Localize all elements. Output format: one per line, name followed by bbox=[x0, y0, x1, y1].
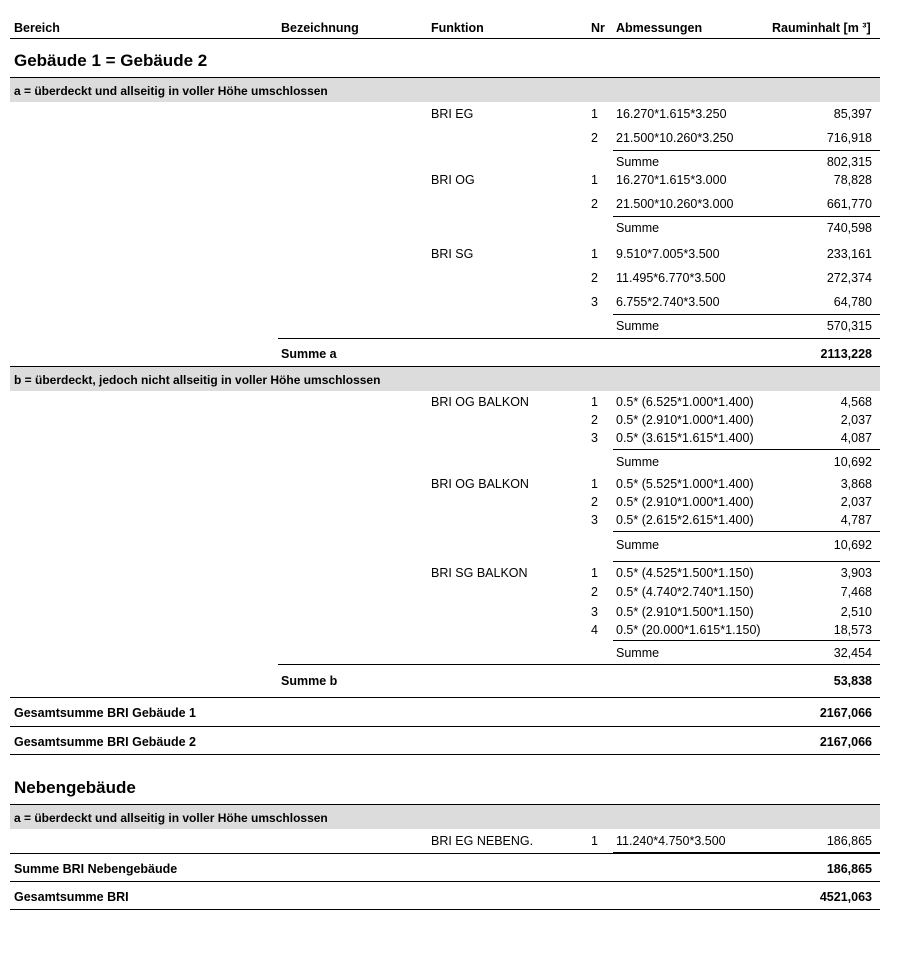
section-title-nebengebaeude: Nebengebäude bbox=[14, 778, 136, 797]
row-abmessungen: Summe bbox=[616, 538, 660, 552]
row-abmessungen: 0.5* (5.525*1.000*1.400) bbox=[616, 477, 754, 491]
category-band-a bbox=[10, 77, 880, 102]
header-divider bbox=[10, 38, 880, 39]
row-abmessungen: 11.240*4.750*3.500 bbox=[616, 834, 726, 848]
row-rauminhalt: 10,692 bbox=[833, 455, 872, 469]
row-rauminhalt: 2,510 bbox=[840, 605, 872, 619]
summe-a-value: 2113,228 bbox=[820, 347, 872, 361]
column-header-abmessungen: Abmessungen bbox=[616, 21, 703, 35]
row-abmessungen: 11.495*6.770*3.500 bbox=[616, 271, 726, 285]
row-funktion: BRI SG BALKON bbox=[431, 566, 528, 580]
row-rauminhalt: 661,770 bbox=[826, 197, 872, 211]
row-funktion: BRI OG BALKON bbox=[431, 395, 529, 409]
row-funktion: BRI EG NEBENG. bbox=[431, 834, 534, 848]
gesamt-line bbox=[10, 881, 880, 882]
row-abmessungen: Summe bbox=[616, 646, 660, 660]
gesamt-line bbox=[10, 754, 880, 755]
column-header-nr: Nr bbox=[591, 21, 605, 35]
row-rauminhalt: 78,828 bbox=[833, 173, 872, 187]
summe-line bbox=[613, 531, 880, 532]
column-header-rauminhalt: Rauminhalt [m ³] bbox=[772, 21, 871, 35]
summe-line bbox=[613, 561, 880, 562]
row-rauminhalt: 2,037 bbox=[840, 495, 872, 509]
row-funktion: BRI OG BALKON bbox=[431, 477, 529, 491]
row-abmessungen: Summe bbox=[616, 319, 660, 333]
row-abmessungen: 0.5* (2.910*1.500*1.150) bbox=[616, 605, 754, 619]
row-nr: 3 bbox=[591, 513, 598, 527]
summe-line bbox=[613, 150, 880, 151]
category-band-label: a = überdeckt und allseitig in voller Höhe umschlossen bbox=[14, 811, 328, 825]
row-nr: 3 bbox=[591, 431, 598, 445]
row-abmessungen: 0.5* (2.615*2.615*1.400) bbox=[616, 513, 754, 527]
row-abmessungen: Summe bbox=[616, 221, 660, 235]
summe-a-line bbox=[278, 338, 880, 339]
row-abmessungen: 6.755*2.740*3.500 bbox=[616, 295, 720, 309]
row-nr: 2 bbox=[591, 131, 598, 145]
summe-line bbox=[613, 640, 880, 641]
row-nr: 1 bbox=[591, 834, 598, 848]
row-rauminhalt: 10,692 bbox=[833, 538, 872, 552]
row-abmessungen: 9.510*7.005*3.500 bbox=[616, 247, 720, 261]
gesamt-line bbox=[10, 726, 880, 727]
row-nr: 2 bbox=[591, 495, 598, 509]
column-header-bezeichnung: Bezeichnung bbox=[281, 21, 359, 35]
row-abmessungen: 0.5* (4.525*1.500*1.150) bbox=[616, 566, 754, 580]
section-title-gebaeude: Gebäude 1 = Gebäude 2 bbox=[14, 51, 208, 70]
category-band-label: a = überdeckt und allseitig in voller Höhe umschlossen bbox=[14, 84, 328, 98]
row-funktion: BRI OG bbox=[431, 173, 475, 187]
row-abmessungen: Summe bbox=[616, 455, 660, 469]
row-rauminhalt: 186,865 bbox=[826, 834, 872, 848]
row-rauminhalt: 4,568 bbox=[840, 395, 872, 409]
row-rauminhalt: 3,868 bbox=[840, 477, 872, 491]
row-abmessungen: 0.5* (3.615*1.615*1.400) bbox=[616, 431, 754, 445]
category-band-b bbox=[10, 366, 880, 391]
row-nr: 1 bbox=[591, 247, 598, 261]
row-abmessungen: 0.5* (2.910*1.000*1.400) bbox=[616, 495, 754, 509]
row-abmessungen: 0.5* (2.910*1.000*1.400) bbox=[616, 413, 754, 427]
summe-b-line bbox=[278, 664, 880, 665]
summe-a-label: Summe a bbox=[281, 347, 337, 361]
row-nr: 1 bbox=[591, 395, 598, 409]
row-rauminhalt: 85,397 bbox=[833, 107, 872, 121]
summe-line bbox=[613, 449, 880, 450]
summe-neben-line bbox=[10, 853, 880, 854]
row-rauminhalt: 233,161 bbox=[826, 247, 872, 261]
summe-b-value: 53,838 bbox=[833, 674, 872, 688]
gesamt-line bbox=[10, 909, 880, 910]
summe-line bbox=[613, 314, 880, 315]
row-rauminhalt: 272,374 bbox=[826, 271, 872, 285]
row-rauminhalt: 716,918 bbox=[826, 131, 872, 145]
row-rauminhalt: 18,573 bbox=[833, 623, 872, 637]
row-abmessungen: 21.500*10.260*3.000 bbox=[616, 197, 734, 211]
row-rauminhalt: 3,903 bbox=[840, 566, 872, 580]
row-nr: 3 bbox=[591, 295, 598, 309]
category-band-a-neben bbox=[10, 804, 880, 829]
row-rauminhalt: 4,787 bbox=[840, 513, 872, 527]
row-nr: 3 bbox=[591, 605, 598, 619]
row-rauminhalt: 7,468 bbox=[840, 585, 872, 599]
row-nr: 2 bbox=[591, 413, 598, 427]
row-rauminhalt: 802,315 bbox=[826, 155, 872, 169]
column-header-bereich: Bereich bbox=[14, 21, 60, 35]
gesamt-label: Gesamtsumme BRI bbox=[14, 890, 129, 904]
row-rauminhalt: 4,087 bbox=[840, 431, 872, 445]
summe-line bbox=[613, 216, 880, 217]
row-abmessungen: 0.5* (6.525*1.000*1.400) bbox=[616, 395, 754, 409]
row-rauminhalt: 2,037 bbox=[840, 413, 872, 427]
gesamt-line bbox=[10, 697, 880, 698]
column-header-funktion: Funktion bbox=[431, 21, 484, 35]
gesamt-g2-label: Gesamtsumme BRI Gebäude 2 bbox=[14, 735, 197, 749]
row-abmessungen: 21.500*10.260*3.250 bbox=[616, 131, 734, 145]
gesamt-value: 4521,063 bbox=[819, 890, 872, 904]
summe-neben-label: Summe BRI Nebengebäude bbox=[14, 862, 178, 876]
row-nr: 1 bbox=[591, 566, 598, 580]
category-band-label: b = überdeckt, jedoch nicht allseitig in voller Höhe umschlossen bbox=[14, 373, 381, 387]
row-nr: 2 bbox=[591, 271, 598, 285]
row-nr: 2 bbox=[591, 585, 598, 599]
summe-neben-value: 186,865 bbox=[826, 862, 872, 876]
row-abmessungen: Summe bbox=[616, 155, 660, 169]
row-nr: 4 bbox=[591, 623, 598, 637]
row-rauminhalt: 740,598 bbox=[826, 221, 872, 235]
row-abmessungen: 16.270*1.615*3.250 bbox=[616, 107, 727, 121]
row-funktion: BRI EG bbox=[431, 107, 474, 121]
gesamt-g1-label: Gesamtsumme BRI Gebäude 1 bbox=[14, 706, 197, 720]
row-abmessungen: 0.5* (20.000*1.615*1.150) bbox=[616, 623, 761, 637]
row-nr: 1 bbox=[591, 107, 598, 121]
gesamt-g1-value: 2167,066 bbox=[819, 706, 872, 720]
summe-b-label: Summe b bbox=[281, 674, 338, 688]
row-nr: 2 bbox=[591, 197, 598, 211]
gesamt-g2-value: 2167,066 bbox=[819, 735, 872, 749]
row-rauminhalt: 64,780 bbox=[833, 295, 872, 309]
row-nr: 1 bbox=[591, 173, 598, 187]
row-rauminhalt: 32,454 bbox=[833, 646, 872, 660]
row-abmessungen: 16.270*1.615*3.000 bbox=[616, 173, 727, 187]
row-abmessungen: 0.5* (4.740*2.740*1.150) bbox=[616, 585, 754, 599]
row-rauminhalt: 570,315 bbox=[826, 319, 872, 333]
row-funktion: BRI SG bbox=[431, 247, 474, 261]
row-nr: 1 bbox=[591, 477, 598, 491]
